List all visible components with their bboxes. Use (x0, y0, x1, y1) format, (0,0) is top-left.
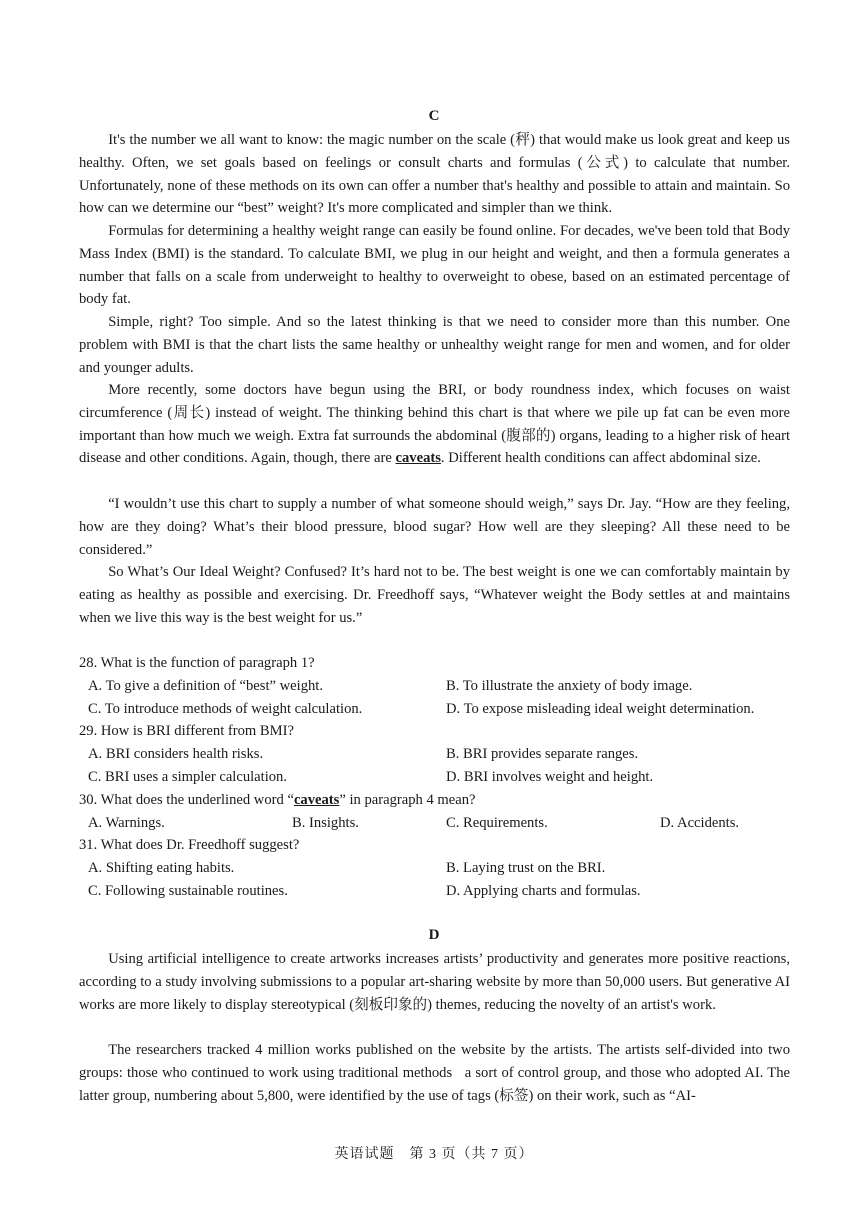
question-30-underlined-word: caveats (293, 792, 340, 808)
underlined-word-caveats: caveats (395, 450, 441, 467)
passage-d-paragraph-1: Using artificial intelligence to create artworks increases artists’ productivity and generates more positive reactions, according to a study involving submissions to a popular art-sharing website by more than 50,000 users. But generative AI works are more likely to display stereotypical (刻板印象的) themes, reducing the novelty of an artist's work. (79, 951, 790, 1013)
section-d-title: D (428, 927, 440, 943)
passage-d-paragraph-2: The researchers tracked 4 million works published on the website by the artists. The artists self-divided into two groups: those who continued to work using traditional methods a sort of control group, and those who adopted AI. The latter group, numbering about 5,800, were identified by the use of tags (标签) on their work, such as “AI- (79, 1042, 790, 1104)
question-28-option-d: D. To expose misleading ideal weight determination. (446, 701, 755, 717)
question-30-stem-after: ” in paragraph 4 mean? (339, 792, 476, 808)
page-footer: 英语试题 第 3 页（共 7 页） (334, 1147, 534, 1162)
passage-c-paragraph-2: Formulas for determining a healthy weight range can easily be found online. For decades, we've been told that Body Mass Index (BMI) is the standard. To calculate BMI, we plug in our height and weight, and then a formula generates a number that falls on a scale from underweight to healthy to overweight to obese, based on an estimated percentage of body fat. (79, 223, 790, 308)
question-28-option-b: B. To illustrate the anxiety of body image. (446, 678, 693, 694)
question-28-stem: 28. What is the function of paragraph 1? (79, 655, 315, 671)
question-31-option-d: D. Applying charts and formulas. (446, 883, 641, 899)
question-30-option-b: B. Insights. (292, 815, 359, 831)
question-30-stem-before: 30. What does the underlined word “ (79, 792, 294, 808)
passage-c-paragraph-3: Simple, right? Too simple. And so the latest thinking is that we need to consider more than this number. One problem with BMI is that the chart lists the same healthy or unhealthy weight range for men and women, and for older and younger adults. (79, 314, 790, 376)
question-28-option-a: A. To give a definition of “best” weight. (88, 678, 323, 694)
passage-c-paragraph-5: “I wouldn’t use this chart to supply a number of what someone should weigh,” says Dr. Jay. “How are they feeling, how are they doing? What’s their blood pressure, blood sugar? How well are they sleeping? All these need to be considered.” (79, 496, 790, 558)
passage-c-paragraph-1: It's the number we all want to know: the magic number on the scale (秤) that would make us look great and keep us healthy. Often, we set goals based on feelings or consult charts and formulas (公式) to calculate that number. Unfortunately, none of these methods on its own can offer a number that's healthy and possible to attain and maintain. So how can we determine our “best” weight? It's more complicated and simpler than we think. (79, 132, 790, 217)
question-30-option-a: A. Warnings. (88, 815, 165, 831)
passage-c-paragraph-6: So What’s Our Ideal Weight? Confused? It’s hard not to be. The best weight is one we can comfortably maintain by eating as healthy as possible and exercising. Dr. Freedhoff says, “Whatever weight the Body settles at and maintains when we live this way is the best weight for us.” (79, 564, 790, 626)
question-29-option-c: C. BRI uses a simpler calculation. (88, 769, 288, 785)
question-30-stem (79, 789, 475, 812)
question-31-option-a: A. Shifting eating habits. (88, 860, 235, 876)
question-28-option-c: C. To introduce methods of weight calculation. (88, 701, 363, 717)
question-30-option-d: D. Accidents. (660, 815, 740, 831)
question-29-option-d: D. BRI involves weight and height. (446, 769, 654, 785)
question-31-option-c: C. Following sustainable routines. (88, 883, 288, 899)
question-29-option-b: B. BRI provides separate ranges. (446, 746, 639, 762)
paragraph-4-text-before: More recently, some doctors have begun using the BRI, or body roundness index, which focuses on waist circumference (周长) instead of weight. The thinking behind this chart is that where we pile up fat can be even more important than how much we weigh. Extra fat surrounds the abdominal (腹部的) organs, leading to a higher risk of heart disease and other conditions. Again, though, there are (79, 382, 790, 467)
question-31-option-b: B. Laying trust on the BRI. (446, 860, 606, 876)
passage-c-paragraph-4 (79, 379, 790, 470)
question-31-stem: 31. What does Dr. Freedhoff suggest? (79, 837, 300, 853)
question-29-stem: 29. How is BRI different from BMI? (79, 723, 294, 739)
question-29-option-a: A. BRI considers health risks. (88, 746, 264, 762)
section-c-title: C (428, 108, 440, 124)
paragraph-4-text-after: . Different health conditions can affect abdominal size. (440, 450, 761, 467)
question-30-option-c: C. Requirements. (446, 815, 548, 831)
